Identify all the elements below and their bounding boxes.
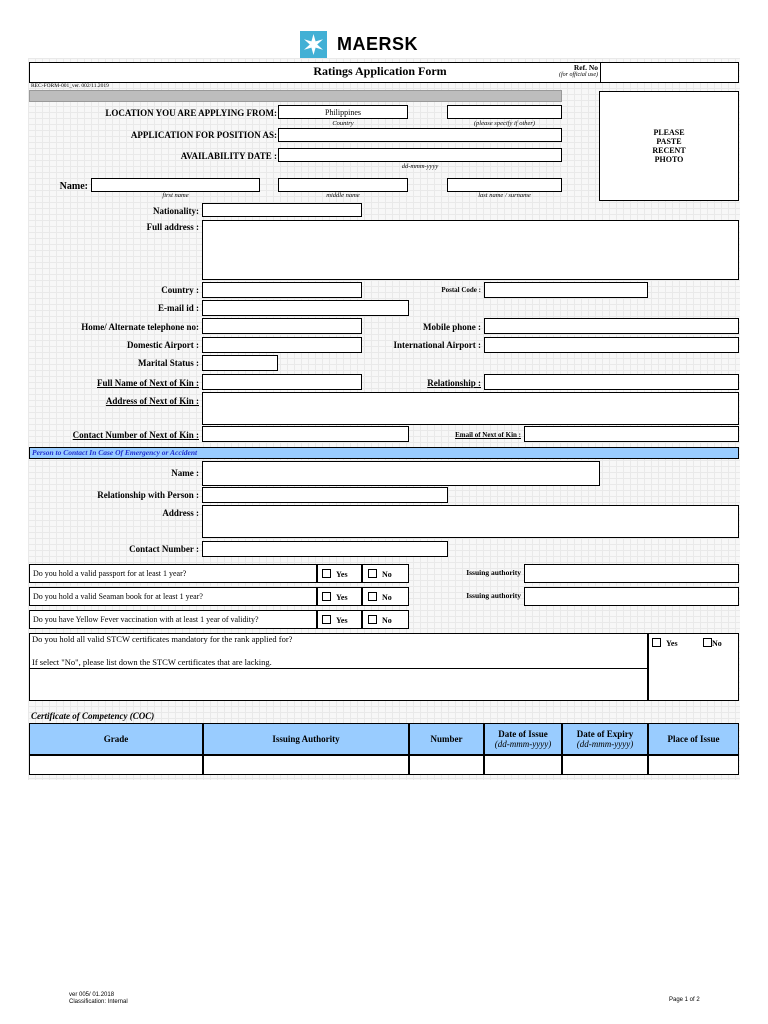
header-divider <box>29 90 562 102</box>
checkbox-icon <box>322 615 331 624</box>
checkbox-icon <box>368 569 377 578</box>
next-of-kin-contact-input[interactable] <box>202 426 409 442</box>
coc-col-authority-label: Issuing Authority <box>272 734 340 744</box>
international-airport-input[interactable] <box>484 337 739 353</box>
coc-authority-cell[interactable] <box>203 755 409 775</box>
next-of-kin-name-label: Full Name of Next of Kin : <box>97 378 199 388</box>
emergency-relationship-label: Relationship with Person : <box>97 490 199 500</box>
seaman-book-question: Do you hold a valid Seaman book for at least 1 year? <box>29 587 317 606</box>
ref-no-note: (for official use) <box>559 72 598 78</box>
yellow-fever-question: Do you have Yellow Fever vaccination with at least 1 year of validity? <box>29 610 317 629</box>
location-label: LOCATION YOU ARE APPLYING FROM: <box>105 108 277 118</box>
coc-grade-cell[interactable] <box>29 755 203 775</box>
next-of-kin-email-label: Email of Next of Kin : <box>455 431 521 439</box>
seaman-book-yes-label: Yes <box>336 593 348 602</box>
passport-yes-label: Yes <box>336 570 348 579</box>
postal-code-label: Postal Code : <box>441 286 481 294</box>
footer-version: ver 005/ 01.2018 <box>69 992 115 998</box>
coc-col-number-label: Number <box>430 734 463 744</box>
stcw-note: If select "No", please list down the STCW certificates that are lacking. <box>32 657 272 667</box>
photo-text-4: PHOTO <box>654 155 684 164</box>
coc-number-cell[interactable] <box>409 755 484 775</box>
checkbox-icon <box>322 569 331 578</box>
passport-issuing-authority-label: Issuing authority <box>466 568 521 577</box>
photo-box[interactable] <box>599 91 739 201</box>
stcw-no-checkbox[interactable] <box>703 638 722 648</box>
checkbox-icon <box>322 592 331 601</box>
footer-classification: Classification: Internal <box>69 999 128 1005</box>
coc-col-issue <box>484 723 562 755</box>
coc-col-issue-label: Date of Issue <box>498 729 548 739</box>
first-name-input[interactable] <box>91 178 260 192</box>
home-phone-label: Home/ Alternate telephone no: <box>81 322 199 332</box>
middle-name-hint: middle name <box>326 192 360 199</box>
domestic-airport-input[interactable] <box>202 337 362 353</box>
full-address-label: Full address : <box>146 222 199 232</box>
coc-col-place-label: Place of Issue <box>667 734 720 744</box>
availability-input[interactable] <box>278 148 562 162</box>
coc-issue-cell[interactable] <box>484 755 562 775</box>
stcw-no-label: No <box>712 639 722 648</box>
ref-no-label: Ref. No <box>573 63 598 72</box>
coc-col-grade <box>29 723 203 755</box>
location-country-input[interactable]: Philippines <box>278 105 408 119</box>
yellow-fever-no-label: No <box>382 616 392 625</box>
photo-text-2: PASTE <box>656 137 682 146</box>
next-of-kin-name-input[interactable] <box>202 374 362 390</box>
next-of-kin-email-input[interactable] <box>524 426 739 442</box>
coc-title: Certificate of Competency (COC) <box>31 711 155 721</box>
passport-no-label: No <box>382 570 392 579</box>
checkbox-icon <box>368 615 377 624</box>
seaman-book-yes-checkbox[interactable] <box>322 592 348 602</box>
form-code: REC-FORM-001_ver. 002/11.2019 <box>31 83 109 89</box>
emergency-contact-input[interactable] <box>202 541 448 557</box>
photo-text-3: RECENT <box>652 146 686 155</box>
page-title: Ratings Application Form <box>313 64 447 78</box>
seaman-book-no-label: No <box>382 593 392 602</box>
maersk-logo <box>300 31 327 58</box>
emergency-contact-label: Contact Number : <box>129 544 199 554</box>
domestic-airport-label: Domestic Airport : <box>127 340 199 350</box>
passport-no-checkbox[interactable] <box>368 569 392 579</box>
emergency-section-title: Person to Contact In Case Of Emergency or Accident <box>32 448 198 457</box>
name-label: Name: <box>59 181 88 192</box>
stcw-lacking-input[interactable] <box>29 668 648 701</box>
full-address-input[interactable] <box>202 220 739 280</box>
country-input[interactable] <box>202 282 362 298</box>
last-name-hint: last name / surname <box>478 192 531 199</box>
last-name-input[interactable] <box>447 178 562 192</box>
emergency-address-input[interactable] <box>202 505 739 538</box>
country-label: Country : <box>161 285 199 295</box>
stcw-yes-checkbox[interactable] <box>652 638 678 648</box>
emergency-name-label: Name : <box>171 468 199 478</box>
coc-col-issue-hint: (dd-mmm-yyyy) <box>494 739 552 749</box>
star-icon <box>300 31 327 58</box>
coc-col-authority <box>203 723 409 755</box>
marital-status-input[interactable] <box>202 355 278 371</box>
photo-text-1: PLEASE <box>653 128 685 137</box>
passport-question: Do you hold a valid passport for at least 1 year? <box>29 564 317 583</box>
location-country-hint: Country <box>332 120 354 127</box>
next-of-kin-relationship-label: Relationship : <box>427 378 481 388</box>
next-of-kin-relationship-input[interactable] <box>484 374 739 390</box>
yellow-fever-yes-label: Yes <box>336 616 348 625</box>
stcw-question: Do you hold all valid STCW certificates mandatory for the rank applied for? <box>32 634 293 644</box>
nationality-label: Nationality: <box>153 206 199 216</box>
mobile-phone-input[interactable] <box>484 318 739 334</box>
next-of-kin-address-input[interactable] <box>202 392 739 425</box>
seaman-book-issuing-authority-label: Issuing authority <box>466 591 521 600</box>
next-of-kin-contact-label: Contact Number of Next of Kin : <box>72 430 199 440</box>
middle-name-input[interactable] <box>278 178 408 192</box>
yellow-fever-yes-checkbox[interactable] <box>322 615 348 625</box>
coc-col-expiry-hint: (dd-mmm-yyyy) <box>576 739 634 749</box>
coc-col-place <box>648 723 739 755</box>
coc-expiry-cell[interactable] <box>562 755 648 775</box>
coc-col-expiry-label: Date of Expiry <box>576 729 634 739</box>
coc-place-cell[interactable] <box>648 755 739 775</box>
passport-yes-checkbox[interactable] <box>322 569 348 579</box>
footer-page-number: Page 1 of 2 <box>669 997 700 1003</box>
email-label: E-mail id : <box>157 303 199 313</box>
mobile-phone-label: Mobile phone : <box>422 322 481 332</box>
location-other-hint: (please specify if other) <box>473 120 536 127</box>
yellow-fever-no-checkbox[interactable] <box>368 615 392 625</box>
coc-col-number <box>409 723 484 755</box>
international-airport-label: International Airport : <box>393 340 481 350</box>
home-phone-input[interactable] <box>202 318 362 334</box>
marital-status-label: Marital Status : <box>138 358 199 368</box>
checkbox-icon <box>703 638 712 647</box>
availability-hint: dd-mmm-yyyy <box>401 163 439 170</box>
coc-col-expiry <box>562 723 648 755</box>
first-name-hint: first name <box>162 192 189 199</box>
emergency-relationship-input[interactable] <box>202 487 448 503</box>
checkbox-icon <box>652 638 661 647</box>
passport-issuing-authority-input[interactable] <box>524 564 739 583</box>
position-input[interactable] <box>278 128 562 142</box>
emergency-name-input[interactable] <box>202 461 600 486</box>
nationality-input[interactable] <box>202 203 362 217</box>
seaman-book-issuing-authority-input[interactable] <box>524 587 739 606</box>
brand-name: MAERSK <box>337 34 419 54</box>
location-other-input[interactable] <box>447 105 562 119</box>
seaman-book-no-checkbox[interactable] <box>368 592 392 602</box>
email-input[interactable] <box>202 300 409 316</box>
stcw-yes-label: Yes <box>666 639 678 648</box>
emergency-address-label: Address : <box>162 508 199 518</box>
coc-col-grade-label: Grade <box>103 734 129 744</box>
availability-label: AVAILABILITY DATE : <box>180 151 277 161</box>
checkbox-icon <box>368 592 377 601</box>
next-of-kin-address-label: Address of Next of Kin : <box>105 396 199 406</box>
ref-no-input[interactable] <box>600 62 739 83</box>
postal-code-input[interactable] <box>484 282 648 298</box>
position-label: APPLICATION FOR POSITION AS: <box>130 130 277 140</box>
